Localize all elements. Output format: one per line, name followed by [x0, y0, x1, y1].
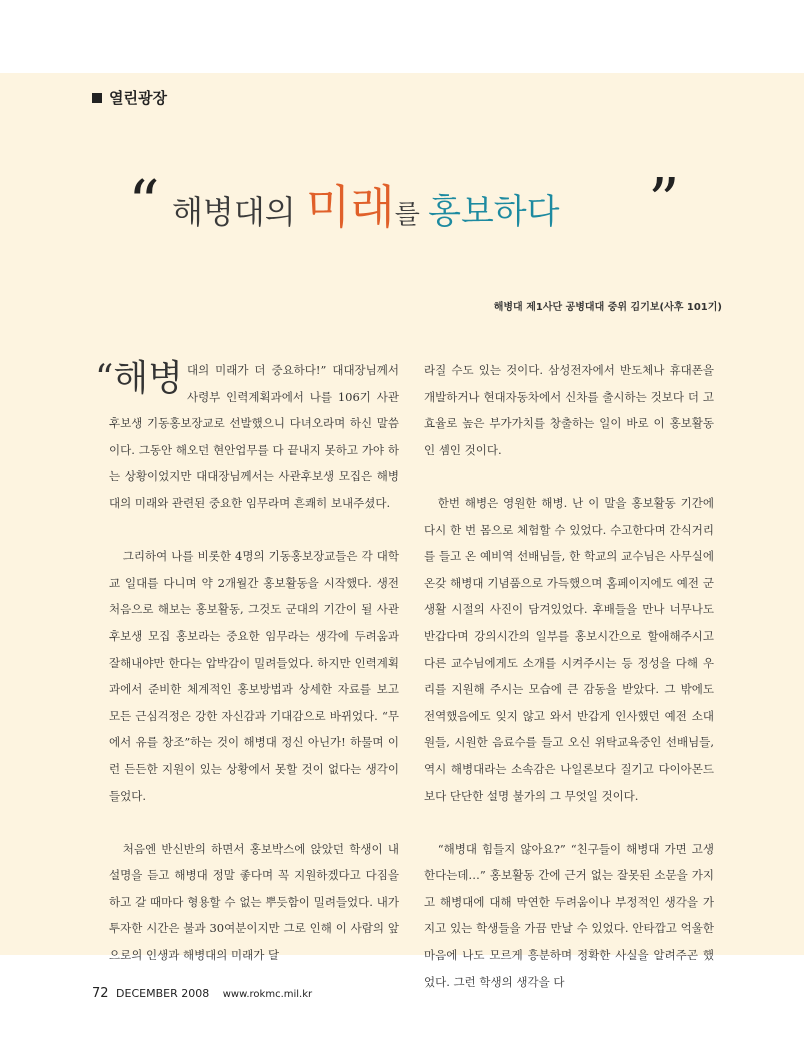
author-byline: 해병대 제1사단 공병대대 중위 김기보(사후 101기)	[493, 302, 722, 313]
paragraph: 한번 해병은 영원한 해병. 난 이 말을 홍보활동 기간에 다시 한 번 몸으로 체험할 수 있었다. 수고한다며 간식거리를 들고 온 예비역 선배님들, 한 학교의 교수님은 사무실에 온갖 해병대 기념품으로 가득했으며 홈페이지에도 예전 군 생활 시절의 사진이 담겨있었다. 후배들을 만나 너무나도 반갑다며 강의시간의 일부를 홍보시간으로 할애해주시고 다른 교수님에게도 소개를 시켜주시는 등 정성을 다해 우리를 지원해 주시는 모습에 큰 감동을 받았다. 그 밖에도 전역했음에도 잊지 않고 와서 반갑게 인사했던 예전 소대원들, 시원한 음료수를 들고 오신 위탁교육중인 선배님들, 역시 해병대라는 소속감은 나일론보다 질기고 다이아몬드보다 단단한 설명 불가의 그 무엇일 것이다.	[424, 495, 714, 803]
issue-date: DECEMBER 2008	[116, 987, 210, 1000]
title-part-1: 해병대의	[172, 193, 306, 231]
paragraph: 라질 수도 있는 것이다. 삼성전자에서 반도체나 휴대폰을 개발하거나 현대자동차에서 신차를 출시하는 것보다 더 고효율로 높은 부가가치를 창출하는 일이 바로 이 홍보활동인 셈인 것이다.	[424, 363, 714, 457]
drop-cap: “해병	[95, 358, 183, 399]
article-right-column	[424, 357, 714, 995]
page-footer	[92, 986, 312, 1001]
paragraph: “해병대 힘들지 않아요?” “친구들이 해병대 가면 고생한다는데…” 홍보활동 간에 근거 없는 잘못된 소문을 가지고 해병대에 대해 막연한 두려움이나 부정적인 생각을 가지고 있는 학생들을 가끔 만날 수 있었다. 안타깝고 억울한 마음에 나도 모르게 흥분하며 정확한 사실을 알려주곤 했었다. 그런 학생의 생각을 다	[424, 841, 714, 989]
section-label	[92, 87, 167, 108]
paragraph	[95, 357, 399, 517]
paragraph-text: 대의 미래가 더 중요하다!” 대대장님께서 사령부 인력계획과에서 나를 106기 사관후보생 기동홍보장교로 선발했으니 다녀오라며 하신 말씀이다. 그동안 해오던 현안업무를 다 끝내지 못하고 가야 하는 상황이었지만 대대장님께서는 사관후보생 모집은 해병대의 미래와 관련된 중요한 임무라며 흔쾌히 보내주셨다.	[109, 363, 399, 510]
paragraph: 처음엔 반신반의 하면서 홍보박스에 앉았던 학생이 내 설명을 듣고 해병대 정말 좋다며 꼭 지원하겠다고 다짐을 하고 갈 때마다 형용할 수 없는 뿌듯함이 밀려들었다. 내가 투자한 시간은 불과 30여분이지만 그로 인해 이 사람의 앞으로의 인생과 해병대의 미래가 달	[109, 841, 399, 963]
title-line	[172, 180, 560, 234]
title-part-2: 미래	[305, 180, 395, 234]
page-number: 72	[92, 986, 109, 1001]
article-left-column	[95, 357, 399, 969]
title-part-4: 홍보하다	[428, 192, 560, 232]
website-url: www.rokmc.mil.kr	[222, 989, 313, 1000]
section-label-text: 열린광장	[109, 89, 167, 107]
title-close-quote: ”	[648, 164, 680, 237]
square-bullet-icon	[92, 93, 102, 103]
article-title	[128, 164, 688, 262]
title-open-quote: “	[128, 166, 160, 239]
title-part-3: 를	[394, 200, 429, 230]
paragraph: 그리하여 나를 비롯한 4명의 기동홍보장교들은 각 대학교 일대를 다니며 약 2개월간 홍보활동을 시작했다. 생전 처음으로 해보는 홍보활동, 그것도 군대의 기간이 될 사관후보생 모집 홍보라는 중요한 임무라는 생각에 두려움과 잘해내야만 한다는 압박감이 밀려들었다. 하지만 인력계획과에서 준비한 체계적인 홍보방법과 상세한 자료를 보고 모든 근심걱정은 강한 자신감과 기대감으로 바뀌었다. “무에서 유를 창조”하는 것이 해병대 정신 아닌가! 하물며 이런 든든한 지원이 있는 상황에서 못할 것이 없다는 생각이 들었다.	[109, 549, 399, 803]
